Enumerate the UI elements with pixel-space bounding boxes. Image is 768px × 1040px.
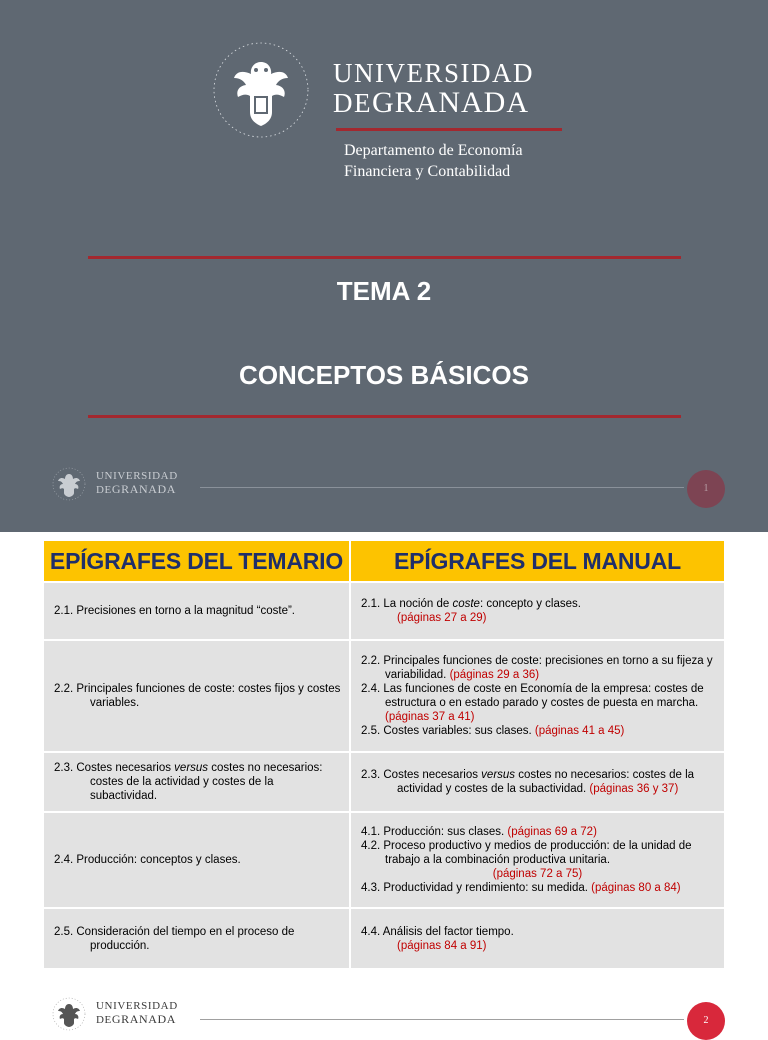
manual-entry — [357, 597, 718, 611]
university-name-underline — [336, 128, 562, 131]
manual-text: 2.4. Las funciones de coste en Economía de la empresa: costes de estructura o en estado parado y costes de puesta en marcha. — [361, 683, 704, 709]
manual-text: 2.3. Costes necesarios — [361, 769, 482, 781]
manual-entry — [357, 724, 718, 738]
manual-cell — [350, 752, 724, 812]
manual-text: 2.1. La noción de — [361, 598, 453, 610]
manual-pages: (páginas 36 y 37) — [589, 783, 679, 795]
manual-pages: (páginas 80 a 84) — [591, 882, 681, 894]
university-name-prefix: DE — [333, 88, 372, 118]
footer-seal-icon — [50, 466, 88, 502]
page-number-badge: 2 — [687, 1002, 725, 1040]
table-row — [44, 812, 724, 908]
manual-text: 4.1. Producción: sus clases. — [361, 826, 508, 838]
manual-pages-line — [357, 867, 718, 881]
title-bottom-rule — [88, 415, 681, 418]
footer-university-name — [96, 1000, 178, 1027]
manual-emphasis: coste — [452, 598, 480, 610]
footer-name-prefix: DE — [96, 484, 112, 496]
temario-entry — [50, 761, 343, 803]
manual-pages: (páginas 69 a 72) — [507, 826, 597, 838]
university-name-line1: UNIVERSIDAD — [333, 58, 534, 88]
university-name — [333, 58, 534, 118]
footer-name-prefix: DE — [96, 1014, 112, 1026]
manual-entry — [357, 881, 718, 895]
department-line2: Financiera y Contabilidad — [344, 163, 511, 180]
manual-text: 2.5. Costes variables: sus clases. — [361, 725, 535, 737]
temario-text: 2.3. Costes necesarios — [54, 762, 175, 774]
department-line1: Departamento de Economía — [344, 142, 523, 159]
manual-entry — [357, 839, 718, 867]
temario-cell — [44, 812, 350, 908]
footer-logo — [50, 466, 200, 500]
manual-cell — [350, 812, 724, 908]
footer-seal-icon — [50, 996, 88, 1032]
manual-pages: (páginas 84 a 91) — [397, 939, 487, 952]
manual-pages: (páginas 27 a 29) — [397, 612, 487, 624]
temario-entry: 2.4. Producción: conceptos y clases. — [54, 854, 241, 866]
university-seal-icon — [210, 40, 312, 140]
temario-cell — [44, 908, 350, 968]
department-name — [344, 140, 523, 182]
footer-name-line1: UNIVERSIDAD — [96, 1000, 178, 1012]
footer-university-name — [96, 470, 178, 497]
table-header-row — [44, 541, 724, 582]
page-number-badge: 1 — [687, 470, 725, 508]
temario-cell — [44, 640, 350, 752]
table-row — [44, 640, 724, 752]
slide-title: TEMA 2 — [336, 276, 432, 306]
manual-text: : concepto y clases. — [479, 598, 581, 610]
temario-entry: 2.5. Consideración del tiempo en el proceso de producción. — [54, 925, 295, 952]
temario-text: costes no necesarios: costes de la actividad y costes de la subactividad. — [90, 762, 323, 802]
manual-cell — [350, 908, 724, 968]
manual-pages: (páginas 29 a 36) — [449, 669, 540, 681]
footer-divider — [200, 1019, 684, 1020]
epigrafes-table-container — [44, 541, 724, 968]
manual-entry — [357, 682, 718, 724]
manual-pages-line — [357, 939, 718, 953]
manual-text: costes no necesarios: costes de la actividad y costes de la subactividad. — [397, 769, 695, 795]
manual-entry — [357, 925, 718, 939]
manual-text: 4.2. Proceso productivo y medios de producción: de la unidad de trabajo a la combinación productiva unitaria. — [361, 840, 692, 866]
table-row — [44, 908, 724, 968]
epigrafes-table — [44, 541, 724, 968]
temario-cell — [44, 582, 350, 640]
manual-pages: (páginas 41 a 45) — [534, 725, 625, 737]
manual-text: 4.4. Análisis del factor tiempo. — [361, 925, 514, 938]
temario-entry: 2.2. Principales funciones de coste: costes fijos y costes variables. — [54, 683, 341, 709]
table-row — [44, 582, 724, 640]
manual-pages: (páginas 37 a 41) — [385, 711, 475, 723]
header-temario: EPÍGRAFES DEL TEMARIO — [44, 541, 350, 582]
manual-text: 2.2. Principales funciones de coste: precisiones en torno a su fijeza y variabilidad. — [361, 655, 713, 681]
manual-cell — [350, 582, 724, 640]
footer-divider — [200, 487, 684, 488]
temario-emphasis: versus — [174, 762, 209, 774]
manual-pages: (páginas 72 a 75) — [492, 868, 583, 880]
footer-logo — [50, 996, 200, 1030]
temario-entry: 2.1. Precisiones en torno a la magnitud “coste”. — [54, 605, 295, 617]
manual-text: 4.3. Productividad y rendimiento: su medida. — [361, 882, 592, 894]
footer-name-line1: UNIVERSIDAD — [96, 470, 178, 482]
temario-cell — [44, 752, 350, 812]
manual-entry — [357, 654, 718, 682]
university-name-main: GRANADA — [372, 86, 529, 119]
manual-entry — [357, 825, 718, 839]
slide-subtitle: CONCEPTOS BÁSICOS — [239, 360, 529, 390]
manual-pages-line — [357, 611, 718, 625]
footer-name-main: GRANADA — [111, 482, 177, 496]
manual-emphasis: versus — [481, 769, 516, 781]
manual-cell — [350, 640, 724, 752]
table-row — [44, 752, 724, 812]
manual-entry — [357, 768, 718, 796]
header-manual: EPÍGRAFES DEL MANUAL — [350, 541, 724, 582]
footer-name-main: GRANADA — [111, 1012, 177, 1026]
title-top-rule — [88, 256, 681, 259]
